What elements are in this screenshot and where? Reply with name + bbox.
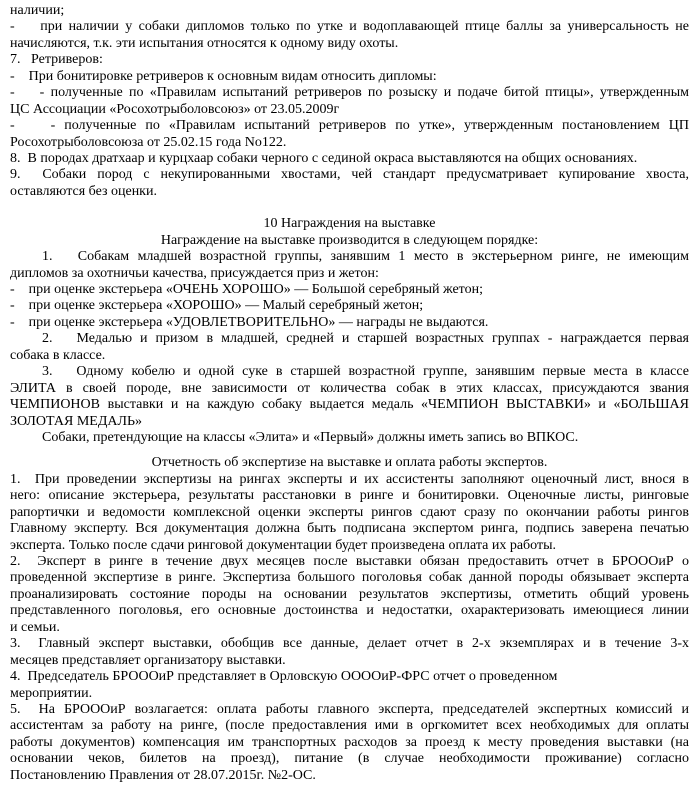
document-line: начисляются, т.к. эти испытания относятся к одному виду охоты. bbox=[10, 35, 399, 51]
document-line: месяцев представляет организатору выставки. bbox=[10, 652, 286, 668]
document-line: рапортички и ведомости комплексной оценки эксперты рингов сдают сразу по окончании работы рингов bbox=[10, 504, 689, 520]
document-line: дипломов за охотничьи качества, присуждается приз и жетон: bbox=[10, 265, 379, 281]
document-line: 1. При проведении экспертизы на рингах эксперты и их ассистенты заполняют оценочный лист, внося в bbox=[10, 471, 689, 487]
document-line: 5. На БРОООиР возлагается: оплата работы главного эксперта, председателей экспертных комиссий и bbox=[10, 701, 689, 717]
document-line: эксперта. Только после сдачи ринговой документации будет произведена оплата их работы. bbox=[10, 537, 557, 553]
document-line: ЦС Ассоциации «Росохотрыболовсоюз» от 23.05.2009г bbox=[10, 101, 340, 117]
document-line: 1. Собакам младшей возрастной группы, занявшим 1 место в экстерьерном ринге, не имеющим bbox=[42, 249, 689, 265]
document-line: 3. Главный эксперт выставки, обобщив все данные, делает отчет в 2-х экземплярах и в течение 3-х bbox=[10, 636, 689, 652]
document-line: Главному эксперту. Вся документация должна быть подписана экспертом ринга, подпись заверена печатью bbox=[10, 521, 689, 537]
document-line: - при наличии у собаки дипломов только по утке и водоплавающей птице баллы за универсальность не bbox=[10, 19, 689, 35]
paragraph-gap bbox=[10, 446, 689, 455]
document-line: основании чеков, билетов на проезд), питание (в случае необходимости проживание) согласно bbox=[10, 751, 689, 767]
document-line: проанализировать состояние породы на основании результатов экспертизы, отметить общий уровень bbox=[10, 586, 689, 602]
document-line: 4. Председатель БРОООиР представляет в Орловскую ООООиР-ФРС отчет о проведенном bbox=[10, 669, 558, 685]
document-line: - При бонитировке ретриверов к основным видам относить дипломы: bbox=[10, 68, 437, 84]
document-line: 2. Медалью и призом в младшей, средней и старшей возрастных группах - награждается первая bbox=[42, 331, 689, 347]
document-line: мероприятии. bbox=[10, 685, 93, 701]
section-title-awards: 10 Награждения на выставке bbox=[263, 216, 436, 232]
document-line: Собаки, претендующие на классы «Элита» и «Первый» должны иметь запись во ВПКОС. bbox=[42, 429, 579, 445]
document-line: наличии; bbox=[10, 3, 65, 18]
document-line: - при оценке экстерьера «ХОРОШО» — Малый серебряный жетон; bbox=[10, 298, 424, 314]
document-line: Росохотрыболовсоюза от 25.02.15 года No122. bbox=[10, 134, 287, 150]
document-line: - - полученные по «Правилам испытаний ретриверов по розыску и подаче битой птицы», утвержденным bbox=[10, 85, 689, 101]
document-line: него: описание экстерьера, результаты расстановки в ринге и бонитировки. Оценочные листы, ринговые bbox=[10, 488, 689, 504]
document-line: 7. Ретриверов: bbox=[10, 52, 103, 68]
document-line: Постановлению Правления от 28.07.2015г. №2-ОС. bbox=[10, 767, 316, 783]
document-line: проведенной экспертизе в ринге. Экспертиза большого поголовья собак данной породы обязывает эксперта bbox=[10, 570, 689, 586]
document-line: 9. Собаки пород с некупированными хвостами, чей стандарт предусматривает купирование хвоста, bbox=[10, 167, 689, 183]
document-line: 3. Одному кобелю и одной суке в старшей возрастной группе, занявшим первые места в классе bbox=[42, 364, 689, 380]
document-line: собака в классе. bbox=[10, 347, 106, 363]
document-line: - при оценке экстерьера «УДОВЛЕТВОРИТЕЛЬНО» — награды не выдаются. bbox=[10, 314, 489, 330]
section-title-reporting: Отчетность об экспертизе на выставке и оплата работы экспертов. bbox=[151, 455, 548, 471]
document-line: 8. В породах дратхаар и курцхаар собаки черного с сединой окраса выставляются на общих основаниях. bbox=[10, 150, 638, 166]
document-line: 2. Эксперт в ринге в течение двух месяцев после выставки обязан предоставить отчет в БРОООиР о bbox=[10, 554, 689, 569]
document-line: ЭЛИТА в своей породе, вне зависимости от количества собак в этих классах, присуждаются звания bbox=[10, 380, 689, 396]
document-line: оставляются без оценки. bbox=[10, 183, 157, 199]
document-line: работы документов) компенсация им транспортных расходов за проезд к месту проведения выставки (на bbox=[10, 734, 689, 750]
document-line: - при оценке экстерьера «ОЧЕНЬ ХОРОШО» — Большой серебряный жетон; bbox=[10, 282, 483, 297]
document-line: ЗОЛОТАЯ МЕДАЛЬ» bbox=[10, 413, 143, 429]
paragraph-gap bbox=[10, 200, 689, 216]
document-line: ассистентам за работу на ринге, (после предоставления ими в оргкомитет всех необходимых для оплаты bbox=[10, 718, 689, 734]
document-line: представленного поголовья, его основные достоинства и недостатки, охарактеризовать имеющиеся линии bbox=[10, 603, 689, 619]
document-line: - - полученные по «Правилам испытаний ретриверов по утке», утвержденным постановлением ЦП bbox=[10, 118, 689, 134]
document-line: и семьи. bbox=[10, 619, 60, 635]
section-subtitle-awards: Награждение на выставке производится в следующем порядке: bbox=[160, 232, 539, 248]
document-line: ЧЕМПИОНОВ выставки и на каждую собаку выдается медаль «ЧЕМПИОН ВЫСТАВКИ» и «БОЛЬШАЯ bbox=[10, 397, 689, 413]
